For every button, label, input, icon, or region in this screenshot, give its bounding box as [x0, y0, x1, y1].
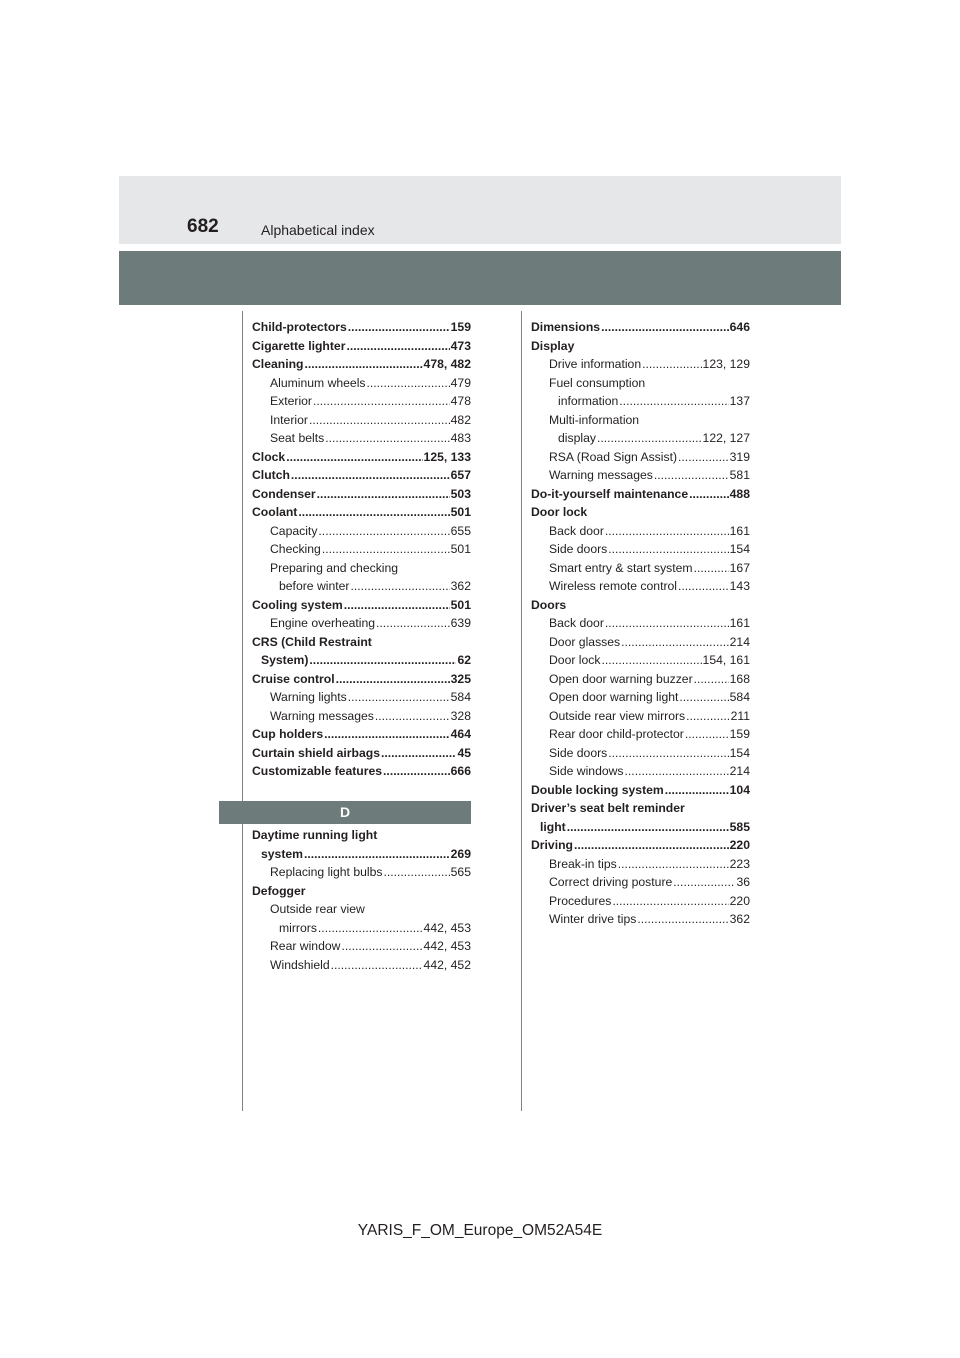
index-entry-term: Driving	[531, 838, 573, 852]
index-entry	[252, 596, 471, 615]
index-entry-pages: 36	[736, 875, 750, 889]
index-entry	[531, 540, 750, 559]
index-entry-pages: 159	[729, 727, 750, 741]
index-entry	[531, 485, 750, 504]
index-entry	[531, 503, 750, 522]
index-entry-term: Windshield	[270, 957, 330, 972]
dot-leader	[679, 688, 728, 707]
index-entry-term: Cleaning	[252, 357, 304, 371]
index-entry	[252, 485, 471, 504]
index-entry-term: Cruise control	[252, 671, 335, 686]
index-entry	[252, 707, 471, 726]
dot-leader	[304, 845, 450, 864]
dot-leader	[344, 596, 450, 615]
index-entry-term: Double locking system	[531, 782, 664, 797]
dot-leader	[286, 448, 422, 467]
index-entry-term: Break-in tips	[549, 856, 617, 871]
index-entry-term: Procedures	[549, 893, 612, 908]
dot-leader	[304, 355, 422, 374]
index-entry-term: Driver’s seat belt reminder	[531, 801, 685, 815]
index-entry	[252, 651, 471, 670]
index-entry-pages: 154	[729, 542, 750, 556]
index-entry-pages: 646	[729, 320, 750, 334]
index-entry	[531, 337, 750, 356]
index-entry-term: Cigarette lighter	[252, 338, 346, 353]
dot-leader	[346, 337, 449, 356]
index-entry-pages: 639	[450, 616, 471, 630]
index-entry-pages: 159	[450, 320, 471, 334]
index-column-left-d	[252, 826, 471, 974]
index-entry	[252, 614, 471, 633]
dot-leader	[625, 762, 729, 781]
index-entry-term: Rear door child-protector	[549, 727, 684, 741]
index-entry	[252, 863, 471, 882]
index-entry	[531, 559, 750, 578]
index-entry-term: Cup holders	[252, 727, 324, 741]
index-entry	[252, 466, 471, 485]
index-entry-term: Replacing light bulbs	[270, 865, 383, 879]
index-entry	[531, 855, 750, 874]
index-entry-pages: 161	[729, 523, 750, 538]
index-entry-term: Daytime running light	[252, 828, 378, 842]
dot-leader	[348, 318, 450, 337]
index-entry-pages: 362	[450, 579, 471, 593]
index-entry	[252, 448, 471, 467]
index-entry-term: Drive information	[549, 357, 642, 371]
index-entry	[531, 429, 750, 448]
index-entry-pages: 220	[729, 893, 750, 908]
index-entry	[252, 826, 471, 845]
dot-leader	[605, 614, 729, 633]
dot-leader	[291, 466, 450, 485]
index-entry-pages: 657	[450, 468, 471, 482]
index-entry	[252, 633, 471, 652]
index-list-right	[531, 318, 750, 929]
index-entry-term: Warning messages	[270, 708, 374, 723]
index-entry-term: Capacity	[270, 523, 318, 538]
dot-leader	[381, 744, 456, 763]
index-entry-pages: 211	[730, 708, 750, 723]
index-entry-term: Warning lights	[270, 690, 347, 704]
index-entry-term: CRS (Child Restraint	[252, 634, 372, 649]
index-entry-pages: 319	[729, 449, 750, 464]
index-entry-pages: 161	[729, 616, 750, 630]
index-entry	[252, 503, 471, 522]
index-entry-pages: 584	[450, 690, 471, 704]
index-entry-term: Child-protectors	[252, 320, 347, 334]
dot-leader	[597, 429, 702, 448]
index-entry	[252, 374, 471, 393]
index-entry-term: Smart entry & start system	[549, 560, 693, 575]
dot-leader	[309, 651, 456, 670]
index-entry-pages: 214	[729, 634, 750, 649]
dot-leader	[642, 355, 701, 374]
index-entry-term: information	[558, 394, 619, 408]
index-entry-pages: 473	[450, 338, 471, 353]
dot-leader	[367, 374, 450, 393]
index-entry-term: Fuel consumption	[549, 375, 646, 390]
dot-leader	[318, 522, 449, 541]
index-entry-pages: 154, 161	[702, 653, 750, 667]
index-entry	[531, 688, 750, 707]
dot-leader	[313, 392, 450, 411]
index-entry	[531, 836, 750, 855]
index-entry-term: before winter	[279, 579, 350, 593]
index-entry-term: Door glasses	[549, 634, 621, 649]
index-entry-pages: 482	[450, 412, 471, 427]
index-entry	[531, 318, 750, 337]
index-entry	[531, 522, 750, 541]
dot-leader	[637, 910, 728, 929]
page-number: 682	[187, 216, 219, 237]
index-entry	[531, 448, 750, 467]
index-entry	[531, 392, 750, 411]
index-entry-term: Checking	[270, 542, 321, 556]
index-entry-term: Coolant	[252, 505, 298, 519]
index-entry-term: Cooling system	[252, 597, 343, 612]
index-entry-pages: 104	[729, 782, 750, 797]
index-entry	[252, 522, 471, 541]
index-entry-pages: 442, 453	[423, 920, 471, 935]
index-entry	[531, 744, 750, 763]
index-entry-term: Wireless remote control	[549, 579, 678, 593]
column-rule-right	[521, 311, 522, 1111]
index-entry-term: Door lock	[549, 653, 601, 667]
index-entry-pages: 62	[457, 653, 471, 667]
index-entry-pages: 154	[729, 745, 750, 760]
index-entry-pages: 220	[729, 838, 750, 852]
index-entry-term: Preparing and checking	[270, 560, 399, 575]
index-entry	[531, 762, 750, 781]
index-entry-term: Exterior	[270, 394, 312, 408]
index-entry	[531, 910, 750, 929]
index-entry-term: Multi-information	[549, 412, 640, 427]
index-entry	[252, 318, 471, 337]
dot-leader	[336, 670, 450, 689]
index-entry-term: Rear window	[270, 939, 341, 953]
index-entry	[531, 781, 750, 800]
index-entry-term: Interior	[270, 412, 308, 427]
dot-leader	[605, 522, 729, 541]
index-entry	[252, 559, 471, 578]
footer-document-code: YARIS_F_OM_Europe_OM52A54E	[357, 1222, 603, 1239]
index-entry	[531, 670, 750, 689]
index-entry	[531, 466, 750, 485]
index-entry	[531, 651, 750, 670]
dot-leader	[309, 411, 450, 430]
index-entry-term: Side windows	[549, 764, 624, 778]
index-entry-pages: 45	[457, 745, 471, 760]
index-entry-pages: 325	[450, 671, 471, 686]
index-entry	[531, 707, 750, 726]
index-entry-term: System)	[261, 653, 309, 667]
dot-leader	[375, 707, 450, 726]
dot-leader	[665, 781, 729, 800]
index-entry	[531, 374, 750, 393]
index-entry-term: Side doors	[549, 542, 608, 556]
index-entry	[252, 577, 471, 596]
dot-leader	[376, 614, 450, 633]
index-entry-pages: 585	[729, 819, 750, 834]
index-entry	[531, 799, 750, 818]
dot-leader	[331, 956, 423, 975]
index-entry-term: Do-it-yourself maintenance	[531, 486, 689, 501]
index-entry-pages: 223	[729, 856, 750, 871]
index-entry-pages: 581	[729, 468, 750, 482]
index-entry	[531, 818, 750, 837]
index-entry-pages: 125, 133	[423, 449, 471, 464]
index-entry	[531, 411, 750, 430]
dot-leader	[689, 485, 729, 504]
dot-leader	[383, 762, 450, 781]
dot-leader	[694, 559, 729, 578]
dot-leader	[574, 836, 729, 855]
dot-leader	[324, 725, 450, 744]
index-entry-term: Aluminum wheels	[270, 375, 366, 390]
index-entry	[252, 688, 471, 707]
index-entry-pages: 501	[450, 542, 471, 556]
index-entry-pages: 464	[450, 727, 471, 741]
index-entry-pages: 168	[729, 671, 750, 686]
index-entry	[252, 937, 471, 956]
dot-leader	[318, 919, 423, 938]
index-entry-term: Engine overheating	[270, 616, 376, 630]
index-entry	[531, 614, 750, 633]
index-entry-term: Dimensions	[531, 320, 601, 334]
section-title: Alphabetical index	[261, 222, 375, 238]
index-entry	[252, 337, 471, 356]
index-entry-term: Doors	[531, 597, 567, 612]
dot-leader	[348, 688, 450, 707]
header-band	[119, 176, 841, 244]
index-entry-pages: 479	[450, 375, 471, 390]
index-entry-term: Customizable features	[252, 764, 383, 778]
index-entry-pages: 143	[729, 579, 750, 593]
index-entry-term: Open door warning light	[549, 690, 679, 704]
index-entry	[531, 725, 750, 744]
dot-leader	[601, 651, 701, 670]
index-entry-term: Outside rear view	[270, 902, 365, 916]
index-entry-term: Defogger	[252, 883, 306, 898]
index-entry-pages: 488	[729, 486, 750, 501]
letter-heading-d: D	[219, 801, 471, 824]
index-entry-pages: 666	[450, 764, 471, 778]
index-entry-term: mirrors	[279, 920, 317, 935]
dot-leader	[325, 429, 449, 448]
column-rule-left	[242, 311, 243, 1111]
index-entry-pages: 503	[450, 486, 471, 501]
index-entry-pages: 122, 127	[702, 431, 750, 445]
index-entry-pages: 137	[729, 394, 750, 408]
dot-leader	[685, 725, 729, 744]
dot-leader	[383, 863, 449, 882]
index-entry-pages: 584	[729, 690, 750, 704]
index-entry	[252, 725, 471, 744]
index-entry-pages: 442, 452	[423, 957, 471, 972]
index-entry-term: Back door	[549, 523, 604, 538]
index-entry-term: Door lock	[531, 505, 588, 519]
index-entry	[252, 540, 471, 559]
dot-leader	[673, 873, 735, 892]
index-entry	[252, 762, 471, 781]
index-entry	[531, 596, 750, 615]
index-entry-term: RSA (Road Sign Assist)	[549, 449, 678, 464]
index-entry-pages: 501	[450, 505, 471, 519]
dot-leader	[654, 466, 729, 485]
index-entry-pages: 483	[450, 431, 471, 445]
index-entry-term: Side doors	[549, 745, 608, 760]
dot-leader	[322, 540, 450, 559]
index-entry-term: Clutch	[252, 468, 290, 482]
index-entry-term: Clock	[252, 449, 286, 464]
dot-leader	[350, 577, 449, 596]
dot-leader	[612, 892, 728, 911]
index-entry-pages: 269	[450, 846, 471, 861]
index-entry-term: display	[558, 431, 596, 445]
index-entry	[531, 892, 750, 911]
index-entry-term: Back door	[549, 616, 604, 630]
index-entry-pages: 328	[450, 708, 471, 723]
dot-leader	[601, 318, 729, 337]
index-entry-term: Display	[531, 338, 575, 353]
index-entry-pages: 655	[450, 523, 471, 538]
index-entry	[252, 392, 471, 411]
index-entry	[252, 845, 471, 864]
index-entry-pages: 478, 482	[423, 357, 471, 371]
dot-leader	[608, 540, 728, 559]
dot-leader	[621, 633, 729, 652]
index-entry-pages: 167	[729, 560, 750, 575]
dot-leader	[678, 577, 729, 596]
dot-leader	[686, 707, 729, 726]
index-entry	[252, 429, 471, 448]
dot-leader	[619, 392, 728, 411]
index-entry-term: Outside rear view mirrors	[549, 708, 686, 723]
dot-leader	[298, 503, 449, 522]
dot-leader	[694, 670, 729, 689]
index-entry	[252, 882, 471, 901]
index-entry	[252, 919, 471, 938]
index-list-d	[252, 826, 471, 974]
header-bar	[119, 251, 841, 305]
index-entry-term: Curtain shield airbags	[252, 745, 380, 760]
index-entry-pages: 478	[450, 394, 471, 408]
index-entry	[531, 355, 750, 374]
dot-leader	[608, 744, 728, 763]
index-entry	[252, 670, 471, 689]
index-column-right	[531, 318, 750, 929]
dot-leader	[678, 448, 729, 467]
index-entry	[252, 900, 471, 919]
index-list-c	[252, 318, 471, 781]
index-entry-pages: 214	[729, 764, 750, 778]
index-entry-pages: 362	[729, 912, 750, 926]
index-entry	[531, 577, 750, 596]
index-entry	[252, 956, 471, 975]
index-column-left	[252, 318, 471, 781]
dot-leader	[341, 937, 422, 956]
index-entry-pages: 565	[450, 865, 471, 879]
index-entry	[531, 633, 750, 652]
index-entry	[252, 411, 471, 430]
index-entry-term: Open door warning buzzer	[549, 671, 693, 686]
index-entry	[252, 355, 471, 374]
dot-leader	[567, 818, 729, 837]
index-entry-term: Condenser	[252, 486, 316, 501]
index-entry	[252, 744, 471, 763]
index-entry-term: Warning messages	[549, 468, 653, 482]
dot-leader	[317, 485, 450, 504]
index-entry	[531, 873, 750, 892]
index-entry-pages: 123, 129	[702, 357, 750, 371]
index-entry-term: Seat belts	[270, 431, 325, 445]
dot-leader	[618, 855, 729, 874]
index-entry-pages: 501	[450, 597, 471, 612]
index-entry-term: Correct driving posture	[549, 875, 673, 889]
index-entry-term: Winter drive tips	[549, 912, 637, 926]
index-entry-term: light	[540, 819, 566, 834]
index-entry-pages: 442, 453	[423, 939, 471, 953]
index-entry-term: system	[261, 846, 304, 861]
